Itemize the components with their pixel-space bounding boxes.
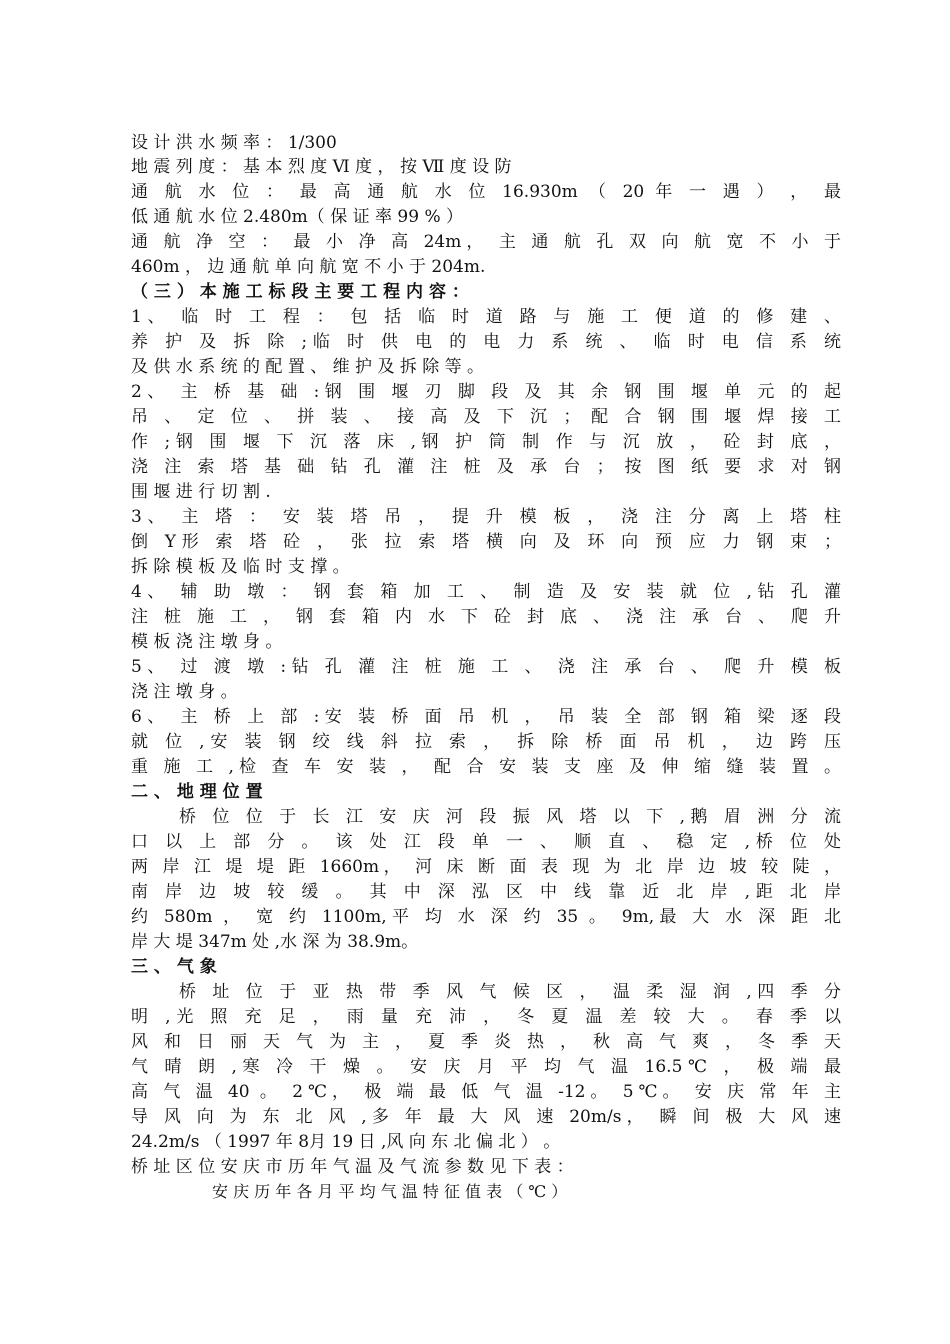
text-line: 南 岸 边 坡 较 缓 。 其 中 深 泓 区 中 线 靠 近 北 岸 ,距 北 岸 [131,882,841,902]
text-line: 约 580m ， 宽 约 1100m,平 均 水 深 约 35 。 9m,最 大 水 深 距 北 [131,907,841,927]
text-line: 注 桩 施 工 ， 钢 套 箱 内 水 下 砼 封 底 、 浇 注 承 台 、 爬 升 [131,607,841,627]
text-line: 低 通 航 水 位 2.480m（ 保 证 率 99 % ） [131,207,464,227]
text-line: 作 ;钢 围 堰 下 沉 落 床 ,钢 护 筒 制 作 与 沉 放 ， 砼 封 底 ， [131,432,841,452]
text-line: 口 以 上 部 分 。 该 处 江 段 单 一 、 顺 直 、 稳 定 ,桥 位 处 [131,832,841,852]
section-heading: 二 、 地 理 位 置 [131,782,263,802]
text-line: 通 航 水 位 ： 最 高 通 航 水 位 16.930m （ 20 年 一 遇 ） ， 最 [131,182,841,202]
text-line: 拆 除 模 板 及 临 时 支 撑 。 [131,557,350,577]
text-line: 通 航 净 空 ： 最 小 净 高 24m， 主 通 航 孔 双 向 航 宽 不 小 于 [131,232,841,252]
section-heading: （ 三 ） 本 施 工 标 段 主 要 工 程 内 容 ： [131,282,469,302]
text-line: 设 计 洪 水 频 率 ： 1/300 [131,133,337,153]
text-line: 桥 位 位 于 长 江 安 庆 河 段 振 风 塔 以 下 ,鹅 眉 洲 分 流 [179,807,841,827]
text-line: 3、 主 塔 ： 安 装 塔 吊 ， 提 升 模 板 ， 浇 注 分 离 上 塔 柱 [131,507,841,527]
text-line: 460m ， 边 通 航 单 向 航 宽 不 小 于 204m. [131,257,486,277]
text-line: 4、 辅 助 墩 ： 钢 套 箱 加 工 、 制 造 及 安 装 就 位 ,钻 孔 灌 [131,582,841,602]
text-line: 2、 主 桥 基 础 :钢 围 堰 刃 脚 段 及 其 余 钢 围 堰 单 元 的 起 [131,382,841,402]
text-line: 6、 主 桥 上 部 :安 装 桥 面 吊 机 ， 吊 装 全 部 钢 箱 梁 逐 段 [131,707,841,727]
text-line: 地 震 列 度 ： 基 本 烈 度 Ⅵ 度 ， 按 Ⅶ 度 设 防 [131,157,512,177]
text-line: 5、 过 渡 墩 :钻 孔 灌 注 桩 施 工 、 浇 注 承 台 、 爬 升 模 板 [131,657,841,677]
text-line: 就 位 ,安 装 钢 绞 线 斜 拉 索 ， 拆 除 桥 面 吊 机 ， 边 跨 压 [131,732,841,752]
text-line: 岸 大 堤 347m 处 ,水 深 为 38.9m。 [131,932,419,952]
text-line: 围 堰 进 行 切 割 . [131,482,271,502]
text-line: 高 气 温 40 。 2℃， 极 端 最 低 气 温 -12。 5℃。 安 庆 常 年 主 [131,1082,841,1102]
text-line: 1、 临 时 工 程 ： 包 括 临 时 道 路 与 施 工 便 道 的 修 建 、 [131,307,841,327]
text-line: 吊 、 定 位 、 拼 装 、 接 高 及 下 沉 ； 配 合 钢 围 堰 焊 接 工 [131,407,841,427]
text-line: 24.2m/s （ 1997 年 8月 19 日 ,风 向 东 北 偏 北 ） 。 [131,1132,561,1152]
text-line: 养 护 及 拆 除 ;临 时 供 电 的 电 力 系 统 、 临 时 电 信 系 统 [131,332,841,352]
text-line: 导 风 向 为 东 北 风 ,多 年 最 大 风 速 20m/s， 瞬 间 极 大 风 速 [131,1107,841,1127]
text-line: 浇 注 墩 身 。 [131,682,238,702]
section-heading: 三 、 气 象 [131,957,217,977]
text-line: 桥 址 区 位 安 庆 市 历 年 气 温 及 气 流 参 数 见 下 表 ： [131,1157,574,1177]
text-line: 及 供 水 系 统 的 配 置 、 维 护 及 拆 除 等 。 [131,357,485,377]
text-line: 模 板 浇 注 墩 身 。 [131,632,283,652]
text-line: 明 ,光 照 充 足 ， 雨 量 充 沛 ， 冬 夏 温 差 较 大 。 春 季 以 [131,1007,841,1027]
text-line: 倒 Y形 索 塔 砼 ， 张 拉 索 塔 横 向 及 环 向 预 应 力 钢 束 ； [131,532,841,552]
text-line: 重 施 工 ,检 查 车 安 装 ， 配 合 安 装 支 座 及 伸 缩 缝 装 置 。 [131,757,841,777]
text-line: 浇 注 索 塔 基 础 钻 孔 灌 注 桩 及 承 台 ； 按 图 纸 要 求 对 钢 [131,457,841,477]
text-line: 风 和 日 丽 天 气 为 主 ， 夏 季 炎 热 ， 秋 高 气 爽 ， 冬 季 天 [131,1032,841,1052]
text-line: 桥 址 位 于 亚 热 带 季 风 气 候 区 ， 温 柔 湿 润 ,四 季 分 [179,982,841,1002]
text-line: 两 岸 江 堤 堤 距 1660m， 河 床 断 面 表 现 为 北 岸 边 坡 较 陡 ， [131,857,841,877]
text-line: 气 晴 朗 ,寒 冷 干 燥 。 安 庆 月 平 均 气 温 16.5℃ ， 极 端 最 [131,1057,841,1077]
table-caption: 安 庆 历 年 各 月 平 均 气 温 特 征 值 表 （ ℃ ） [212,1182,568,1201]
